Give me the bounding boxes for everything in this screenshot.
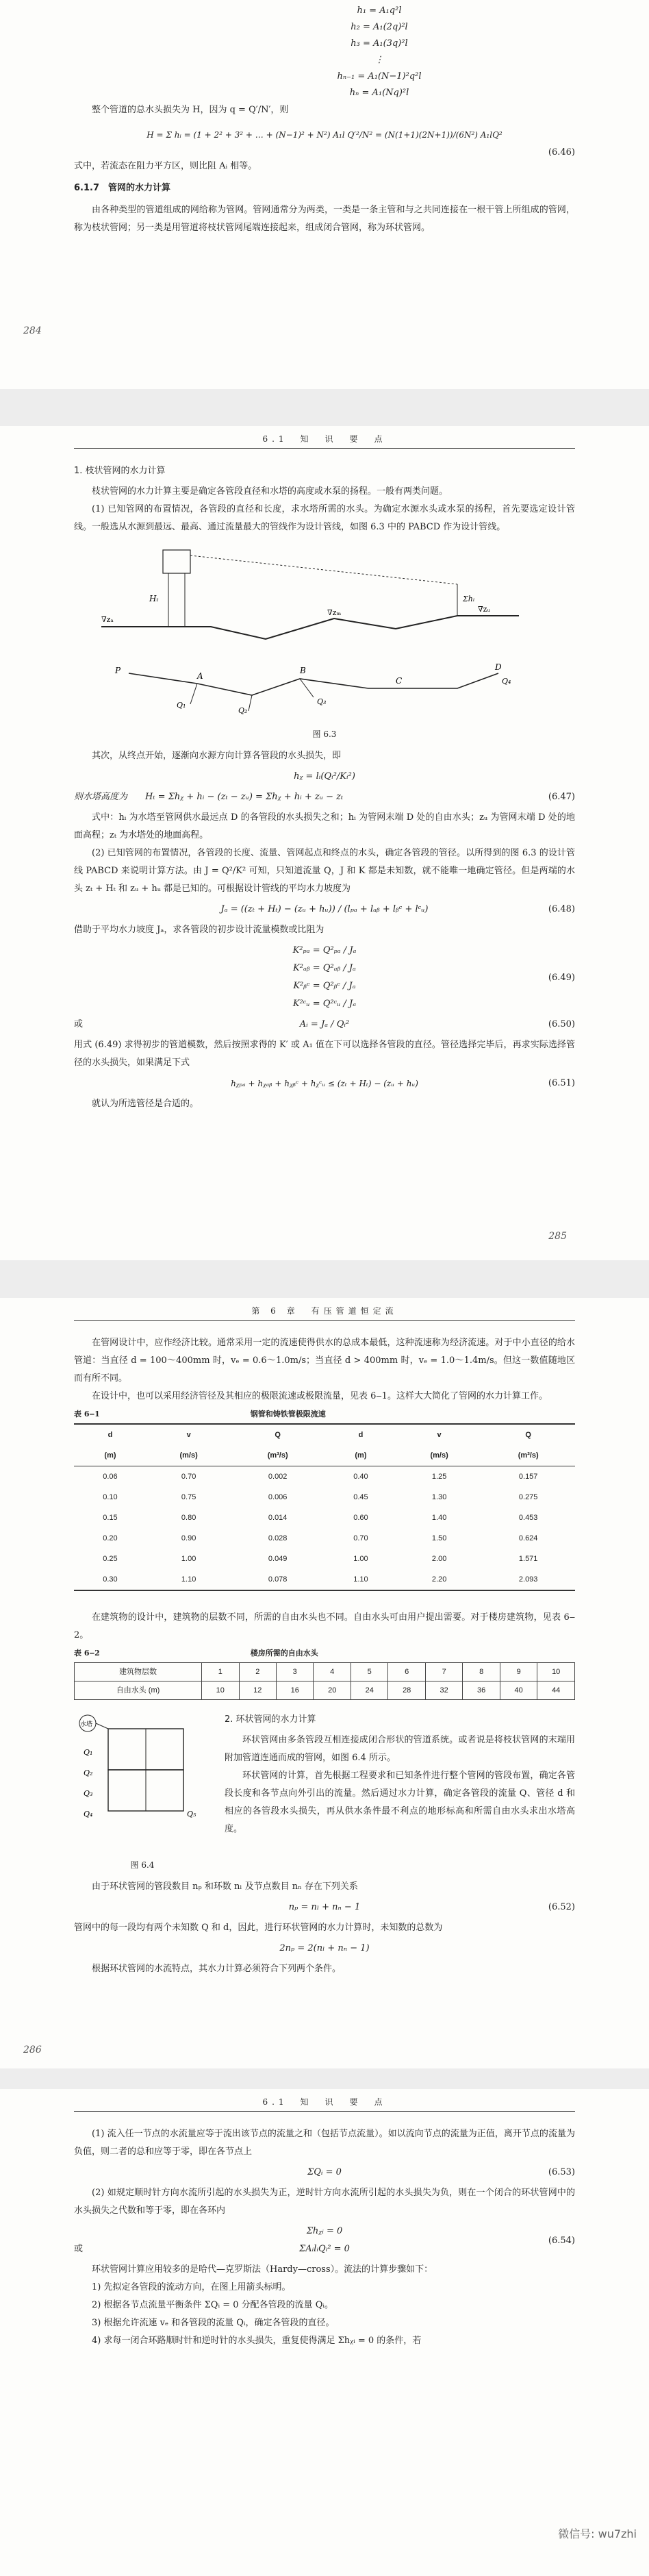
page-284 (0, 0, 649, 389)
table-cell: 10 (537, 1663, 575, 1681)
energy-line (190, 555, 457, 584)
table-cell: 建筑物层数 (75, 1663, 202, 1681)
ring-text (225, 1708, 575, 1878)
equation-body: H = Σ hᵢ = (1 + 2² + 3² + … + (N−1)² + N²) A₁l Q′²/N² = (N(1+1)(2N+1))/(6N²) A₁lQ² (147, 130, 502, 140)
table-cell: 0.078 (231, 1569, 324, 1590)
label-Q3: Q₃ (317, 697, 327, 706)
table-cell: 0.157 (518, 1473, 538, 1481)
table-cell: 1.571 (518, 1555, 538, 1563)
table-label: 表 6‒2 (74, 1649, 100, 1658)
label-sumh: Σhᵢ (463, 595, 475, 603)
watermark: 微信号: wu7zhi (558, 2527, 637, 2540)
pipe (96, 1723, 108, 1729)
table-cell: 1.40 (431, 1514, 447, 1522)
branch (249, 695, 252, 711)
equation-body: nₚ = nₗ + nₙ − 1 (288, 1902, 361, 1912)
table-title (74, 1645, 575, 1662)
paragraph: 管网中的每一段均有两个未知数 Q 和 d，因此，进行环状管网的水力计算时，未知数的总数为 (74, 1923, 443, 1933)
table-row (74, 1487, 575, 1508)
equation (74, 1940, 575, 1958)
col-header: Q (231, 1424, 324, 1445)
running-header: 6.1 知 识 要 点 (74, 2089, 575, 2112)
equation (74, 768, 575, 786)
table-cell: 1 (202, 1663, 239, 1681)
table-cell: 2.20 (397, 1569, 481, 1590)
col-unit: (m³/s) (481, 1445, 575, 1466)
table-row (74, 1528, 575, 1549)
label-Q1: Q₁ (84, 1748, 93, 1757)
paragraph: 环状管网由多条管段互相连接成闭合形状的管道系统。或者说是将枝状管网的末端用附加管道连通而成的管网，如图 6.4 所示。 (225, 1735, 575, 1763)
equation (74, 2164, 575, 2181)
head-loss-stack (74, 0, 575, 101)
figure-6-4-wrap (74, 1708, 211, 1878)
label-zd: ∇zᵤ (478, 605, 490, 614)
table-cell: 0.40 (353, 1473, 368, 1481)
table-row (74, 1466, 575, 1488)
table-body (75, 1663, 575, 1700)
equation-body: Σhᵪᵢ = 0 (306, 2226, 343, 2236)
equation-number: (6.49) (548, 973, 575, 983)
stack-line: hₙ = A₁(Nq)²l (349, 88, 409, 98)
table-cell: 0.06 (103, 1473, 118, 1481)
table-cell: 7 (425, 1663, 462, 1681)
table-cell: 12 (239, 1681, 276, 1700)
k-line: K²ₚₐ = Q²ₚₐ / Jₐ (292, 945, 357, 955)
equation-number: (6.52) (548, 1902, 575, 1912)
table-row (74, 1508, 575, 1528)
page-287 (0, 2089, 649, 2576)
table-cell: 40 (500, 1681, 537, 1700)
label-Ht: Hₜ (149, 594, 159, 603)
velocity-limit-table (74, 1423, 575, 1591)
table-caption: 钢管和铸铁管极限流速 (250, 1410, 326, 1418)
table-cell: 16 (277, 1681, 314, 1700)
table-row (74, 1549, 575, 1569)
table-title (74, 1405, 575, 1423)
label-Q4: Q₄ (502, 677, 511, 686)
col-header: d (74, 1424, 147, 1445)
label-zm: ∇zₘ (327, 608, 342, 617)
label-Q4: Q₄ (84, 1810, 93, 1818)
equation (74, 1016, 575, 1034)
equation-group (74, 942, 575, 1013)
stack-line: h₂ = A₁(2q)²l (351, 22, 408, 32)
table-row (75, 1681, 575, 1700)
table-cell: 1.50 (431, 1534, 447, 1542)
label-Q3: Q₃ (84, 1789, 93, 1798)
table-header-row (74, 1424, 575, 1445)
label-B: B (300, 666, 306, 675)
stack-line: ⋮ (374, 55, 384, 65)
running-header: 第 6 章 有压管道恒定流 (74, 1298, 575, 1321)
paragraph: (1) 流入任一节点的水流量应等于流出该节点的流量之和（包括节点流量）。如以流向节点的流量为正值，离开节点的流量为负值，则二者的总和应等于零，即在各节点上 (74, 2129, 575, 2157)
table-cell: 4 (314, 1663, 351, 1681)
equation-body: Aᵢ = Jₐ / Qᵢ² (299, 1019, 350, 1029)
equation-number: (6.53) (548, 2167, 575, 2177)
equation (74, 901, 575, 918)
paragraph: (2) 已知管网的布置情况，各管段的长度、流量、管网起点和终点的水头，确定各管段的管径。以所得到的图 6.3 的设计管线 PABCD 来说明计算方法。由 J = Q²/K² 可知，只知道流量 Q，J 和 K 都是未知数，就不能唯一地确定管径。但是两端的水头 zₜ + Hₜ 和 zᵤ + hᵤ 都是已知的。可根据设计管线的平均水力坡度为 (74, 848, 575, 894)
table-cell: 0.30 (74, 1569, 147, 1590)
paragraph: 就认为所选管径是合适的。 (92, 1099, 199, 1109)
col-unit: (m) (74, 1445, 147, 1466)
equation (74, 788, 575, 806)
subsection-heading: 2. 环状管网的水力计算 (225, 1714, 316, 1725)
equation-number: (6.47) (548, 792, 575, 802)
paragraph: 在设计中，也可以采用经济管径及其相应的极限流速或极限流量，见表 6‒1。这样大大简化了管网的水力计算工作。 (92, 1391, 548, 1401)
table-row (74, 1569, 575, 1590)
table-cell: 44 (537, 1681, 575, 1700)
table-cell: 0.15 (103, 1514, 118, 1522)
table-cell: 1.00 (181, 1555, 196, 1563)
col-unit: (m) (324, 1445, 397, 1466)
page-number: 284 (23, 325, 42, 336)
table-cell: 1.10 (147, 1569, 231, 1590)
table-cell: 9 (500, 1663, 537, 1681)
stack-line: h₁ = A₁q²l (357, 5, 402, 16)
stack-line: h₃ = A₁(3q)²l (351, 38, 408, 49)
water-tower-tank (163, 550, 190, 573)
or-label: 或 (74, 2244, 84, 2254)
table-cell: 5 (351, 1663, 387, 1681)
ground-profile (101, 616, 519, 639)
table-cell: 0.10 (103, 1493, 118, 1501)
table-cell: 32 (425, 1681, 462, 1700)
table-cell: 3 (277, 1663, 314, 1681)
k-line: K²ᵦᶜ = Q²ᵦᶜ / Jₐ (293, 981, 356, 991)
paragraph: 根据环状管网的水流特点，其水力计算必须符合下列两个条件。 (92, 1964, 342, 1974)
label-Q2: Q₂ (238, 706, 248, 714)
paragraph: 用式 (6.49) 求得初步的管道模数，然后按照求得的 K′ 或 A₁ 值在下可以选择各管段的直径。管径选择完毕后，再求实际选择管径的水头损失，如果满足下式 (74, 1040, 575, 1068)
label-D: D (495, 662, 502, 672)
table-cell: 36 (463, 1681, 500, 1700)
table-cell: 0.70 (353, 1534, 368, 1542)
equation (74, 126, 575, 158)
step: 1) 先拟定各管段的流动方向，在图上用箭头标明。 (92, 2282, 291, 2292)
equation-number: (6.48) (548, 904, 575, 914)
label-Q2: Q₂ (84, 1768, 93, 1777)
paragraph: 在建筑物的设计中，建筑物的层数不同，所需的自由水头也不同。自由水头可由用户提出需要。对于楼房建筑物，见表 6‒2。 (74, 1612, 575, 1640)
table-cell: 1.25 (431, 1473, 447, 1481)
step: 2) 根据各节点流量平衡条件 ΣQᵢ = 0 分配各管段的流量 Qᵢ。 (92, 2300, 334, 2310)
table-cell: 1.30 (431, 1493, 447, 1501)
table-cell: 0.25 (103, 1555, 118, 1563)
paragraph: 由于环状管网的管段数目 nₚ 和环数 nₗ 及节点数目 nₙ 存在下列关系 (92, 1881, 358, 1892)
paragraph: 整个管道的总水头损失为 H，因为 q = Q′/N′，则 (92, 105, 289, 115)
equation-body: hᵪₚₐ + hᵪₐᵦ + hᵪᵦᶜ + hᵪᶜᵤ ≤ (zₜ + Hₜ) − (zᵤ + hᵤ) (231, 1079, 418, 1088)
page-285 (0, 426, 649, 1260)
table-cell: 0.70 (181, 1473, 196, 1481)
equation-body: ΣAᵢlᵢQᵢ² = 0 (299, 2244, 350, 2254)
table-cell: 10 (202, 1681, 239, 1700)
figure-6-3 (74, 536, 575, 714)
col-unit: (m/s) (147, 1445, 231, 1466)
equation-number: (6.54) (548, 2236, 575, 2246)
equation-body: ΣQᵢ = 0 (307, 2167, 342, 2177)
or-label: 或 (74, 1019, 84, 1029)
table-cell: 20 (314, 1681, 351, 1700)
table-cell: 28 (388, 1681, 425, 1700)
label-C: C (396, 676, 403, 686)
paragraph: (2) 如规定顺时针方向水流所引起的水头损失为正，逆时针方向水流所引起的水头损失为负，则在一个闭合的环状管网中的水头损失之代数和等于零，即在各环内 (74, 2188, 575, 2216)
table-cell: 0.028 (268, 1534, 288, 1542)
free-head-table (74, 1662, 575, 1700)
paragraph: 由各种类型的管道组成的网给称为管网。管网通常分为两类，一类是一条主管和与之共同连接在一根干管上所组成的管网，称为枝状管网；另一类是用管道将枝状管网尾端连接起来，组成闭合管网，称为环状管网。 (74, 205, 575, 233)
equation-body: Jₐ = ((zₜ + Hₜ) − (zᵤ + hᵤ)) / (lₚₐ + lₐᵦ + lᵦᶜ + lᶜᵤ) (220, 904, 429, 914)
table-cell: 2.093 (481, 1569, 575, 1590)
table-cell: 8 (463, 1663, 500, 1681)
page-number: 285 (548, 1231, 567, 1242)
label-tower: 水塔 (80, 1721, 93, 1728)
label-Q5: Q₅ (187, 1810, 196, 1818)
table-cell: 0.275 (518, 1493, 538, 1501)
label-A: A (197, 671, 203, 681)
k-line: K²ᶜᵤ = Q²ᶜᵤ / Jₐ (292, 999, 357, 1009)
k-line: K²ₐᵦ = Q²ₐᵦ / Jₐ (293, 963, 356, 973)
equation-body: 则水塔高度为 Hₜ = Σhᵪ + hᵢ − (zₜ − zᵤ) = Σhᵪ + hᵢ + zᵤ − zₜ (74, 792, 344, 802)
table-cell: 0.002 (268, 1473, 288, 1481)
table-cell: 0.049 (268, 1555, 288, 1563)
table-cell: 0.624 (518, 1534, 538, 1542)
paragraph: 式中，若流态在阻力平方区，则比阻 Aᵢ 相等。 (74, 161, 257, 171)
branch (190, 684, 197, 704)
page-286 (0, 1298, 649, 2068)
label-zt: ∇zₐ (101, 615, 114, 624)
paragraph: 环状管网的计算，首先根据工程要求和已知条件进行整个管网的管段布置，确定各管段长度和各节点向外引出的流量。然后通过水力计算，确定各管段的流量 Q、管径 d 和相应的各管段水头损失，再从供水条件最不利点的地形标高和所需自由水头求出水塔高度。 (225, 1771, 575, 1834)
paragraph: 在管网设计中，应作经济比较。通常采用一定的流速使得供水的总成本最低，这种流速称为经济流速。对于中小直径的给水管道：当直径 d = 100～400mm 时，vₑ = 0.6～1.0m/s；当直径 d > 400mm 时，vₑ = 1.0～1.4m/s。但这一数值随地区而有所不同。 (74, 1338, 575, 1384)
paragraph: 枝状管网的水力计算主要是确定各管段直径和水塔的高度或水泵的扬程。一般有两类问题。 (92, 486, 448, 497)
table-cell: 0.80 (181, 1514, 196, 1522)
col-unit: (m/s) (397, 1445, 481, 1466)
table-cell: 0.75 (181, 1493, 196, 1501)
equation-number: (6.46) (548, 147, 575, 158)
label-Q1: Q₁ (177, 701, 186, 710)
table-cell: 自由水头 (m) (75, 1681, 202, 1700)
step: 3) 根据允许流速 vₑ 和各管段的流量 Qᵢ，确定各管段的直径。 (92, 2318, 335, 2328)
paragraph: 环状管网计算应用较多的是哈代—克罗斯法（Hardy—cross）。流法的计算步骤如下： (92, 2264, 433, 2275)
table-cell: 0.453 (518, 1514, 538, 1522)
col-header: v (147, 1424, 231, 1445)
col-header: v (397, 1424, 481, 1445)
subsection-heading: 1. 枝状管网的水力计算 (74, 466, 166, 476)
col-header: Q (481, 1424, 575, 1445)
table-cell: 0.20 (103, 1534, 118, 1542)
table-cell: 0.006 (268, 1493, 288, 1501)
pipeline-plan (129, 673, 498, 695)
figure-caption: 图 6.3 (312, 729, 337, 739)
label-P: P (115, 666, 121, 675)
table-label: 表 6‒1 (74, 1410, 100, 1418)
table-cell: 0.014 (268, 1514, 288, 1522)
equation-number: (6.50) (548, 1019, 575, 1029)
table-row (75, 1663, 575, 1681)
paragraph: 借助于平均水力坡度 Jₐ，求各管段的初步设计流量模数或比阻为 (74, 925, 324, 935)
col-header: d (324, 1424, 397, 1445)
table-caption: 楼房所需的自由水头 (250, 1649, 318, 1658)
equation (74, 1899, 575, 1916)
table-cell: 1.00 (353, 1555, 368, 1563)
equation-number: (6.51) (548, 1078, 575, 1088)
equation-body: 2nₚ = 2(nₗ + nₙ − 1) (279, 1943, 370, 1953)
table-cell: 2 (239, 1663, 276, 1681)
page-number: 286 (23, 2044, 42, 2055)
col-unit: (m³/s) (231, 1445, 324, 1466)
table-unit-row (74, 1445, 575, 1466)
table-cell: 24 (351, 1681, 387, 1700)
figure-caption: 图 6.4 (130, 1860, 155, 1870)
figure-6-4 (74, 1708, 211, 1845)
table-cell: 0.60 (353, 1514, 368, 1522)
table-cell: 6 (388, 1663, 425, 1681)
paragraph: 式中：hᵢ 为水塔至管网供水最远点 D 的各管段的水头损失之和；hᵢ 为管网末端 D 处的自由水头；zᵤ 为管网末端 D 处的地面高程；zₜ 为水塔处的地面高程。 (74, 812, 575, 840)
table-cell: 0.90 (181, 1534, 196, 1542)
step: 4) 求每一闭合环路顺时针和逆时针的水头损失，重复使得满足 Σhᵪᵢ = 0 的条件，若 (92, 2336, 422, 2346)
section-heading: 6.1.7 管网的水力计算 (74, 183, 171, 193)
equation-body: hᵪ = lᵢ(Qᵢ²/Kᵢ²) (294, 771, 355, 781)
table-body (74, 1466, 575, 1591)
running-header: 6.1 知 识 要 点 (74, 426, 575, 449)
branch (300, 679, 314, 697)
equation-group (74, 2223, 575, 2258)
table-cell: 1.10 (324, 1569, 397, 1590)
table-cell: 0.45 (353, 1493, 368, 1501)
stack-line: hₙ₋₁ = A₁(N−1)²q²l (337, 71, 422, 82)
paragraph: (1) 已知管网的布置情况，各管段的直径和长度，求水塔所需的水头。为确定水源水头或水泵的扬程，首先要选定设计管线。一般选从水源到最远、最高、通过流量最大的管线作为设计管线，如图 6.3 中的 PABCD 作为设计管线。 (74, 504, 575, 532)
equation (74, 1075, 575, 1092)
table-cell: 2.00 (431, 1555, 447, 1563)
paragraph: 其次，从终点开始，逐渐向水源方向计算各管段的水头损失，即 (92, 751, 342, 761)
ring-network-block (74, 1708, 575, 1878)
